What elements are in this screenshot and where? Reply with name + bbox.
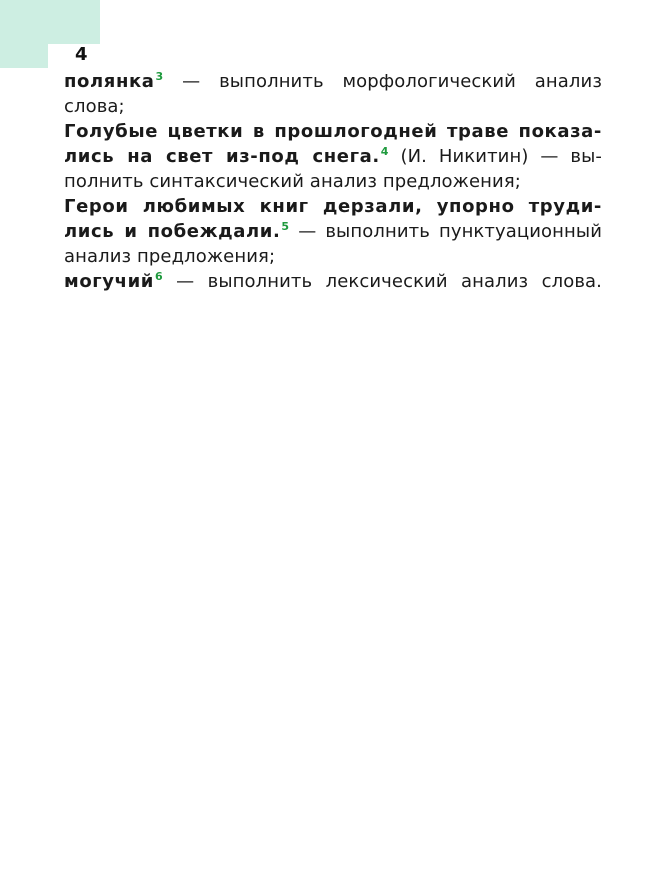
footnote-marker: 4 bbox=[380, 145, 389, 158]
text-line bbox=[64, 219, 602, 244]
task-instruction: — выполнить пунктуационный bbox=[289, 221, 602, 242]
text-line bbox=[64, 94, 602, 119]
footnote-marker: 5 bbox=[281, 220, 290, 233]
text-line bbox=[64, 244, 602, 269]
task-item-lexical bbox=[64, 269, 602, 294]
task-instruction: полнить синтаксический анализ предложения; bbox=[64, 171, 521, 192]
text-line bbox=[64, 144, 602, 169]
task-instruction: — выполнить лексический анализ слова. bbox=[162, 271, 602, 292]
text-line bbox=[64, 69, 602, 94]
text-line bbox=[64, 169, 602, 194]
text-line bbox=[64, 269, 602, 294]
footnote-marker: 3 bbox=[155, 70, 164, 83]
task-instruction: слова; bbox=[64, 96, 125, 117]
task-instruction: анализ предложения; bbox=[64, 246, 276, 267]
footnote-marker: 6 bbox=[155, 270, 163, 283]
task-instruction: (И. Никитин) — вы- bbox=[388, 146, 602, 167]
text-line bbox=[64, 119, 602, 144]
task-list bbox=[64, 69, 602, 294]
task-instruction: — выполнить морфологический анализ bbox=[163, 71, 602, 92]
corner-tab-cutout bbox=[48, 44, 100, 68]
task-sentence: Герои любимых книг дерзали, упорно труди- bbox=[64, 196, 602, 217]
task-sentence: лись на свет из-под снега. bbox=[64, 146, 380, 167]
task-sentence: Голубые цветки в прошлогодней траве показа- bbox=[64, 121, 602, 142]
task-item-punctuation bbox=[64, 194, 602, 269]
task-word: полянка bbox=[64, 71, 155, 92]
task-word: могучий bbox=[64, 271, 154, 292]
task-sentence: лись и побеждали. bbox=[64, 221, 281, 242]
task-item-syntactic bbox=[64, 119, 602, 194]
page-number: 4 bbox=[75, 44, 88, 65]
task-item-morphological bbox=[64, 69, 602, 119]
text-line bbox=[64, 194, 602, 219]
